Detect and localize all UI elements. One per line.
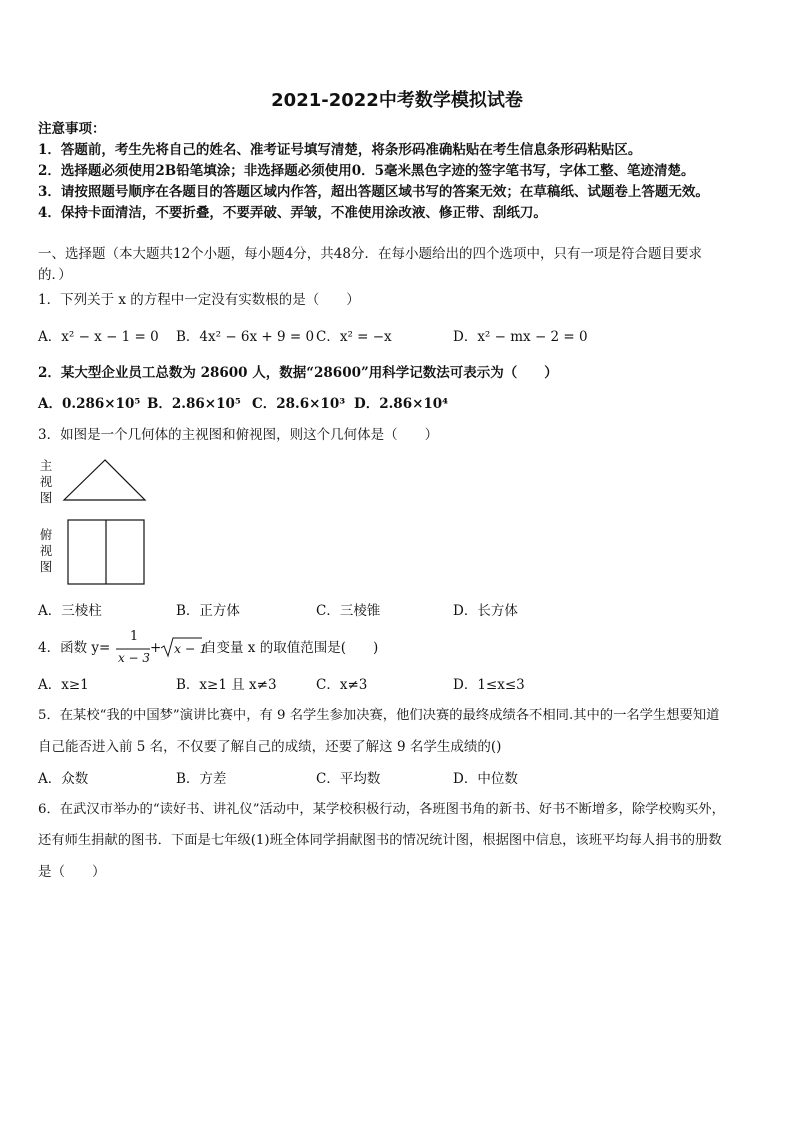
q4-radicand: x − 1 (174, 641, 208, 656)
q5-option-c[interactable]: C．平均数 (316, 771, 381, 787)
top-view-label-1: 俯 (39, 527, 53, 542)
front-view-label-2: 视 (39, 474, 53, 489)
front-view-triangle (62, 458, 162, 508)
q4-plus: + (150, 640, 162, 656)
q2-option-b[interactable]: B．2.86×10⁵ (147, 396, 241, 412)
q2-option-a[interactable]: A．0.286×10⁵ (38, 396, 141, 412)
page-title: 2021-2022中考数学模拟试卷 (271, 90, 523, 111)
q1-option-d[interactable]: D．x² − mx − 2 = 0 (453, 329, 588, 345)
q3-stem: 3．如图是一个几何体的主视图和俯视图，则这个几何体是（ ） (38, 427, 439, 443)
q4-prefix: 4．函数 y= (38, 640, 111, 656)
q4-option-a[interactable]: A．x≥1 (38, 677, 89, 693)
q4-suffix: 自变量 x 的取值范围是( ) (203, 640, 379, 656)
q3-option-a[interactable]: A．三棱柱 (38, 603, 102, 619)
q1-option-c[interactable]: C．x² = −x (316, 329, 392, 345)
notice-heading: 注意事项： (38, 121, 106, 137)
q5-option-b[interactable]: B．方差 (176, 771, 227, 787)
q4-option-d[interactable]: D．1≤x≤3 (453, 677, 525, 693)
section-heading-line-1: 一、选择题（本大题共12个小题，每小题4分，共48分．在每小题给出的四个选项中，只有一项是符合题目要求 (38, 246, 702, 262)
top-view-label-3: 图 (39, 559, 53, 574)
notice-item-2: 2．选择题必须使用2B铅笔填涂；非选择题必须使用0．5毫米黑色字迹的签字笔书写，字体工整、笔迹清楚。 (38, 163, 695, 179)
q5-stem-line-1: 5．在某校“我的中国梦”演讲比赛中，有 9 名学生参加决赛，他们决赛的最终成绩各不相同.其中的一名学生想要知道 (38, 708, 720, 723)
q1-stem: 1．下列关于 x 的方程中一定没有实数根的是（ ） (38, 292, 360, 308)
top-view-label-2: 视 (39, 543, 53, 558)
q4-fraction-denominator: x − 3 (117, 651, 151, 665)
section-heading-line-2: 的．） (38, 267, 72, 283)
front-view-label-3: 图 (39, 490, 53, 505)
q5-option-a[interactable]: A．众数 (38, 771, 89, 787)
q3-option-d[interactable]: D．长方体 (453, 603, 518, 619)
q2-option-d[interactable]: D．2.86×10⁴ (354, 396, 449, 412)
q3-option-c[interactable]: C．三棱锥 (316, 603, 381, 619)
q5-stem-line-2: 自己能否进入前 5 名，不仅要了解自己的成绩，还要了解这 9 名学生成绩的() (38, 739, 502, 755)
q6-stem-line-3: 是（ ） (38, 864, 106, 880)
q4-option-c[interactable]: C．x≠3 (316, 677, 368, 693)
q4-option-b[interactable]: B．x≥1 且 x≠3 (176, 677, 277, 693)
front-view-label-1: 主 (39, 458, 53, 473)
q2-option-c[interactable]: C．28.6×10³ (252, 396, 346, 412)
q6-stem-line-1: 6．在武汉市举办的“读好书、讲礼仪”活动中，某学校积极行动，各班图书角的新书、好书不断增多，除学校购买外， (38, 802, 725, 817)
q5-option-d[interactable]: D．中位数 (453, 771, 518, 787)
q6-stem-line-2: 还有师生捐献的图书．下面是七年级(1)班全体同学捐献图书的情况统计图，根据图中信息，该班平均每人捐书的册数 (38, 833, 722, 848)
top-view-rectangle (62, 518, 162, 598)
notice-item-4: 4．保持卡面清洁，不要折叠，不要弄破、弄皱，不准使用涂改液、修正带、刮纸刀。 (38, 205, 547, 221)
q1-option-b[interactable]: B．4x² − 6x + 9 = 0 (176, 329, 315, 345)
q3-option-b[interactable]: B．正方体 (176, 603, 240, 619)
notice-item-3: 3．请按照题号顺序在各题目的答题区域内作答，超出答题区域书写的答案无效；在草稿纸、试题卷上答题无效。 (38, 184, 709, 200)
q4-fraction-numerator: 1 (129, 629, 139, 644)
q2-stem: 2．某大型企业员工总数为 28600 人，数据“28600”用科学记数法可表示为（ ） (38, 365, 558, 381)
notice-item-1: 1．答题前，考生先将自己的姓名、准考证号填写清楚，将条形码准确粘贴在考生信息条形码粘贴区。 (38, 142, 642, 158)
q1-option-a[interactable]: A．x² − x − 1 = 0 (38, 329, 159, 345)
